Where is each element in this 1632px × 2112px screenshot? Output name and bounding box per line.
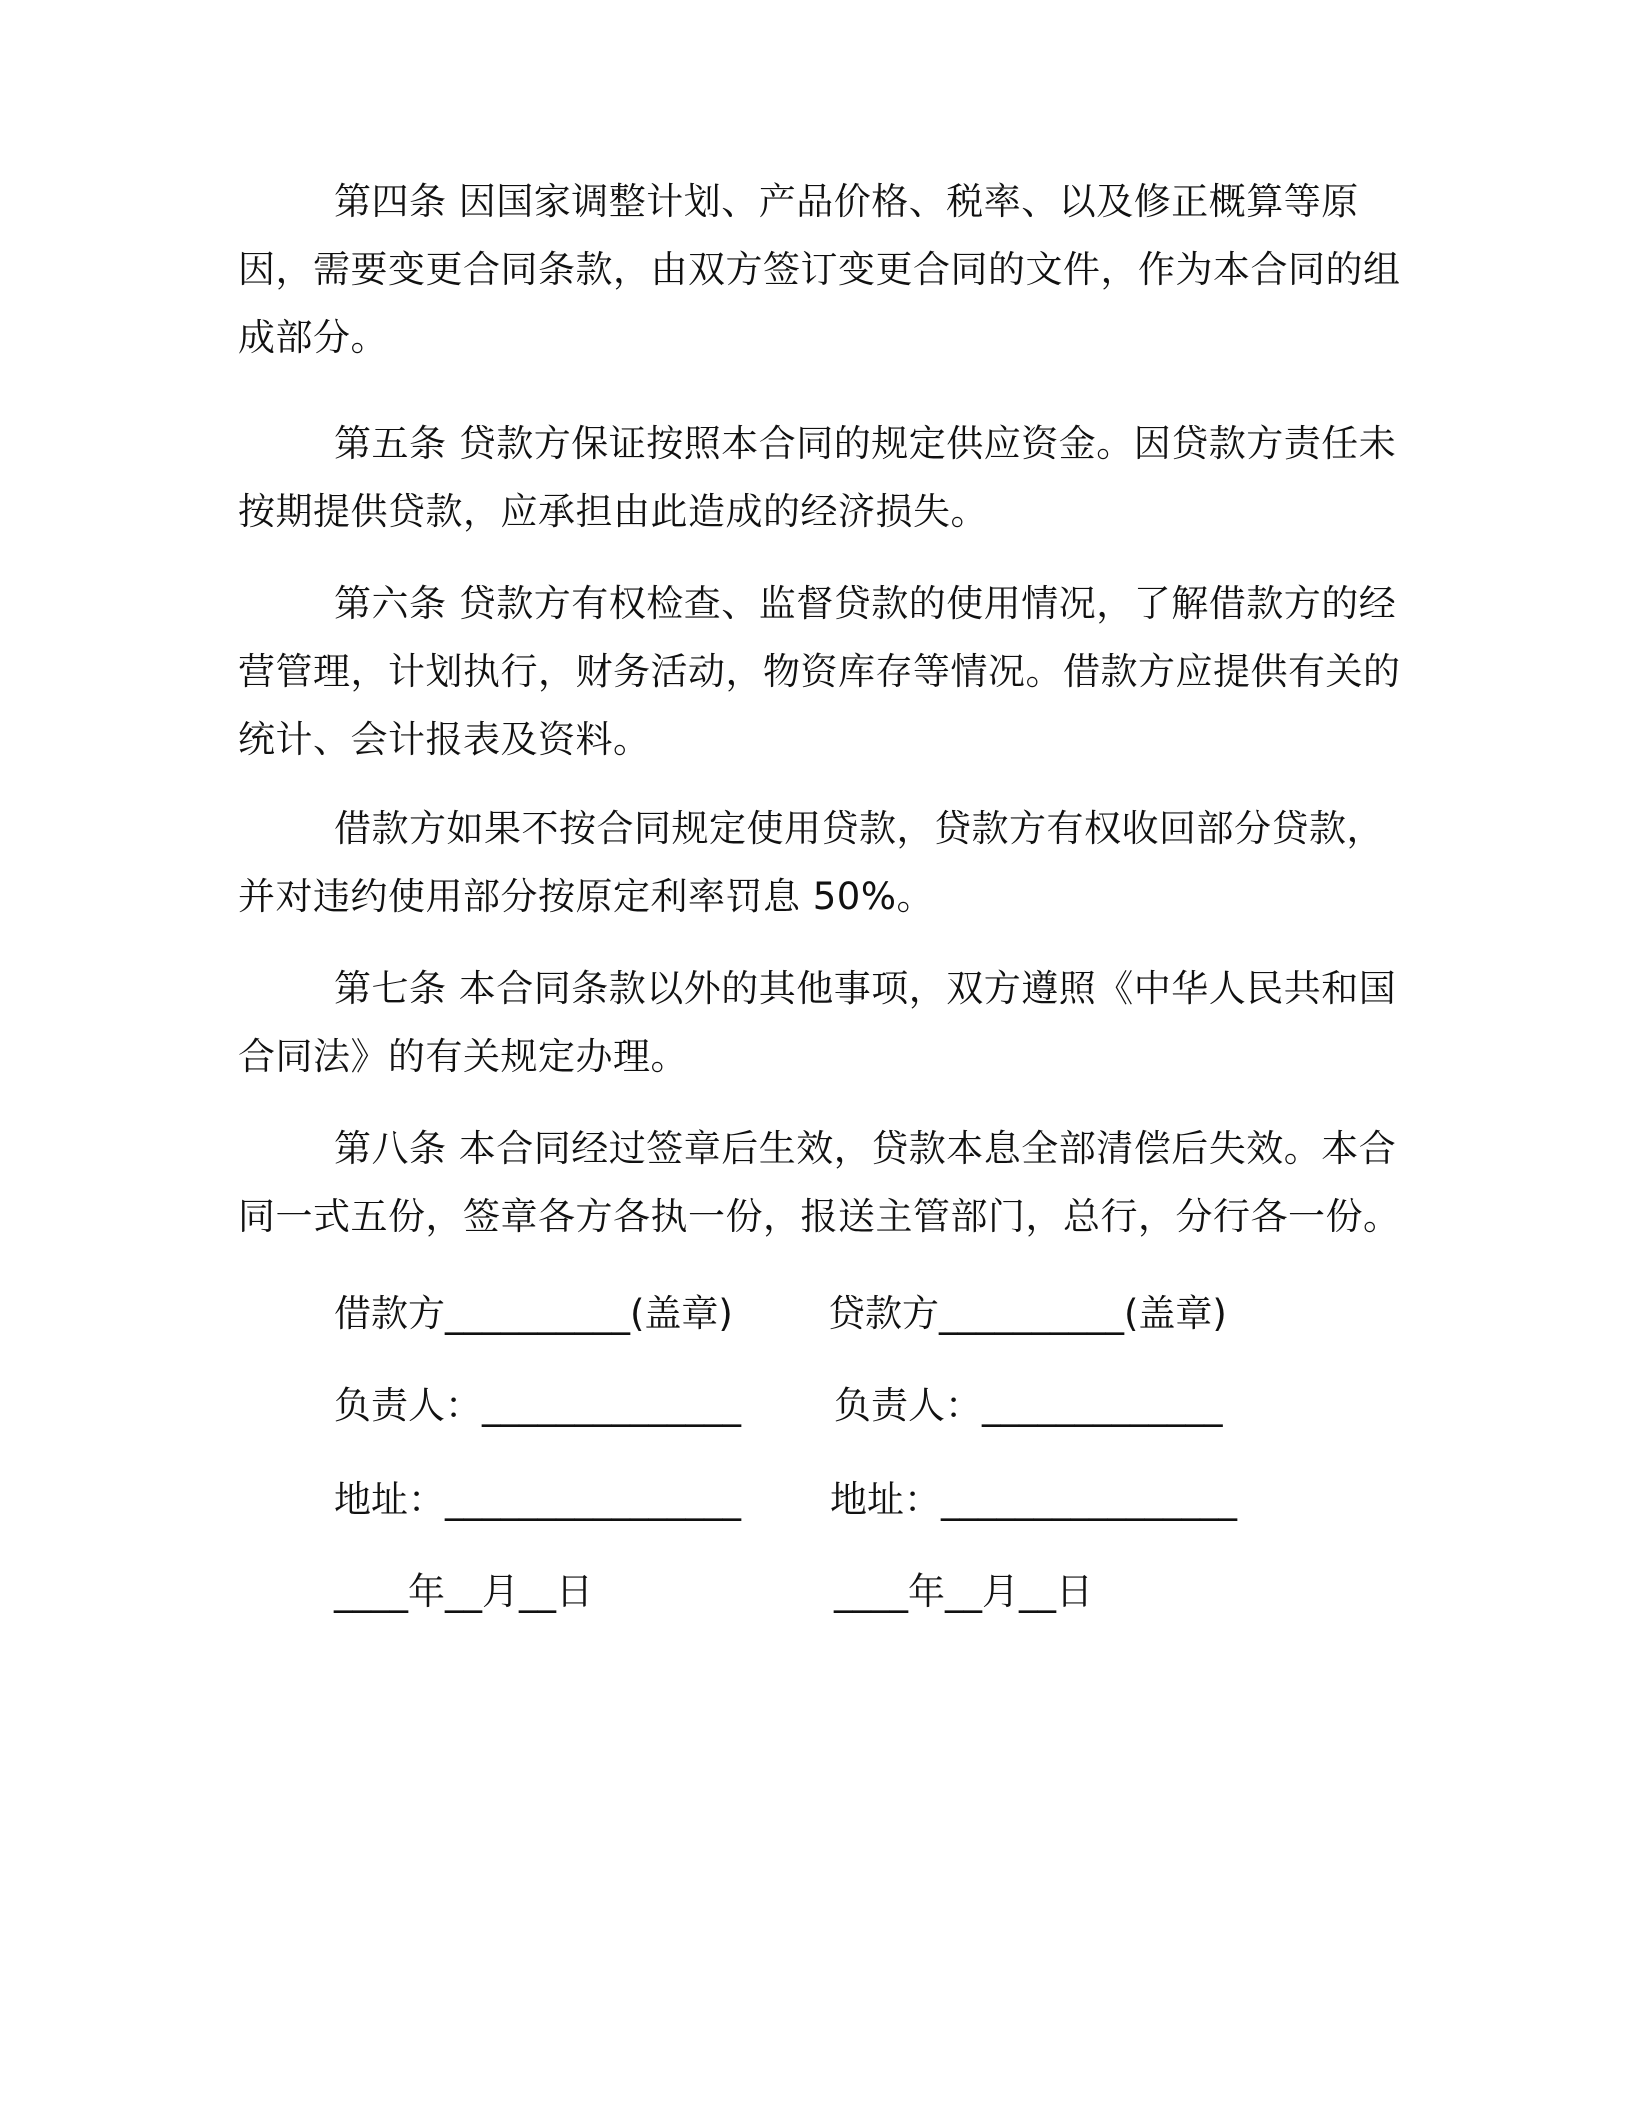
article-4: 第四条 因国家调整计划、产品价格、税率、以及修正概算等原因，需要变更合同条款，由双方签订变更合同的文件，作为本合同的组成部分。 xyxy=(238,180,1401,359)
borrower-date-field: ____年__月__日 xyxy=(334,1570,593,1613)
signature-row-address xyxy=(0,1466,1632,1534)
article-5: 第五条 贷款方保证按照本合同的规定供应资金。因贷款方责任未按期提供贷款，应承担由此造成的经济损失。 xyxy=(238,422,1397,533)
lender-party-field: 贷款方__________(盖章) xyxy=(828,1292,1227,1335)
article-6-supplement: 借款方如果不按合同规定使用贷款，贷款方有权收回部分贷款，并对违约使用部分按原定利率罚息 50%。 xyxy=(238,807,1384,918)
article-6: 第六条 贷款方有权检查、监督贷款的使用情况，了解借款方的经营管理，计划执行，财务活动，物资库存等情况。借款方应提供有关的统计、会计报表及资料。 xyxy=(238,582,1401,761)
article-8: 第八条 本合同经过签章后生效，贷款本息全部清偿后失效。本合同一式五份，签章各方各执一份，报送主管部门，总行，分行各一份。 xyxy=(238,1127,1401,1238)
lender-date-field: ____年__月__日 xyxy=(834,1570,1093,1613)
borrower-address-field: 地址：________________ xyxy=(334,1478,741,1521)
borrower-party-field: 借款方__________(盖章) xyxy=(334,1292,733,1335)
signature-row-date xyxy=(0,1558,1632,1626)
borrower-person-field: 负责人：______________ xyxy=(334,1384,741,1427)
signature-row-person xyxy=(0,1372,1632,1440)
lender-address-field: 地址：________________ xyxy=(830,1478,1237,1521)
lender-person-field: 负责人：_____________ xyxy=(834,1384,1223,1427)
signature-row-party xyxy=(0,1280,1632,1348)
article-7: 第七条 本合同条款以外的其他事项，双方遵照《中华人民共和国合同法》的有关规定办理。 xyxy=(238,967,1397,1078)
